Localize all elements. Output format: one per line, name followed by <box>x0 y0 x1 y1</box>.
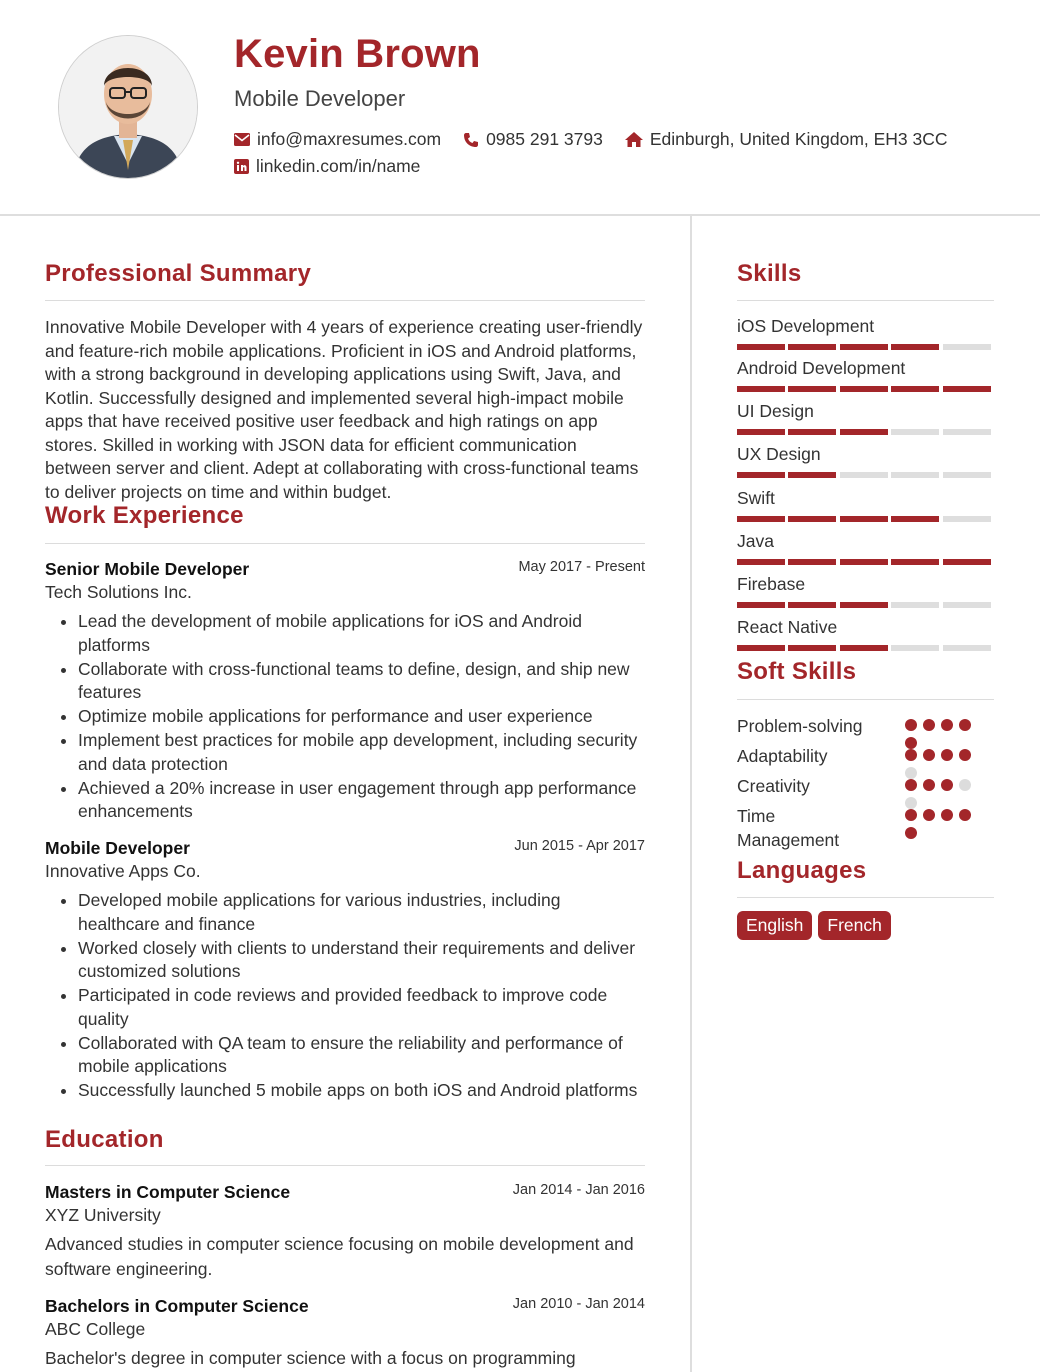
job-bullets <box>45 610 645 824</box>
job-date: Jun 2015 - Apr 2017 <box>514 838 645 854</box>
skill-level-segment <box>737 516 785 522</box>
skill-level-segment <box>891 344 939 350</box>
job-bullet: • Lead the development of mobile applications for iOS and Android platforms <box>78 610 645 657</box>
skill-level-segment <box>788 559 836 565</box>
education-heading: Education <box>45 1126 164 1153</box>
skill-name: Firebase <box>737 574 806 594</box>
language-tag: French <box>818 911 890 940</box>
skill-name: Swift <box>737 488 775 508</box>
job-bullet: • Implement best practices for mobile app development, including security and data protection <box>78 729 645 776</box>
skill-name: Java <box>737 531 774 551</box>
skill-level-segment <box>737 429 785 435</box>
skill-name: UX Design <box>737 444 821 464</box>
skill-level-segment <box>840 344 888 350</box>
languages-rule <box>737 897 994 898</box>
school-name: XYZ University <box>45 1205 161 1225</box>
skill-item <box>737 401 994 435</box>
skill-level-segment <box>943 602 991 608</box>
soft-skills-rule <box>737 699 994 700</box>
soft-skill-name: Time Management <box>737 806 840 850</box>
soft-skill-rating <box>905 809 977 845</box>
job-title: Mobile Developer <box>45 838 190 858</box>
skill-item <box>737 574 994 608</box>
skill-item <box>737 488 994 522</box>
skill-level-bar <box>737 344 994 350</box>
summary-heading: Professional Summary <box>45 260 312 287</box>
rating-dot <box>959 719 971 731</box>
rating-dot <box>905 767 917 779</box>
skill-level-bar <box>737 645 994 651</box>
job-bullet: • Collaborate with cross-functional teams to define, design, and ship new features <box>78 658 645 705</box>
rating-dot <box>959 809 971 821</box>
rating-dot <box>941 749 953 761</box>
education-rule <box>45 1165 645 1166</box>
skill-item <box>737 617 994 651</box>
skill-level-segment <box>943 559 991 565</box>
rating-dot <box>905 779 917 791</box>
skill-item <box>737 358 994 392</box>
skill-level-segment <box>891 429 939 435</box>
phone-icon <box>463 132 479 148</box>
skill-level-bar <box>737 602 994 608</box>
skill-level-segment <box>891 386 939 392</box>
skill-level-segment <box>943 516 991 522</box>
rating-dot <box>905 827 917 839</box>
linkedin-contact[interactable] <box>234 156 420 177</box>
skills-rule <box>737 300 994 301</box>
rating-dot <box>905 737 917 749</box>
education-date: Jan 2010 - Jan 2014 <box>512 1296 645 1312</box>
phone-contact[interactable] <box>463 129 603 150</box>
skill-level-segment <box>891 559 939 565</box>
summary-rule <box>45 300 645 301</box>
skill-level-segment <box>943 645 991 651</box>
skill-level-segment <box>840 645 888 651</box>
job-bullet: • Participated in code reviews and provided feedback to improve code quality <box>78 984 645 1031</box>
skill-level-segment <box>840 516 888 522</box>
rating-dot <box>941 779 953 791</box>
skill-level-bar <box>737 429 994 435</box>
skill-level-bar <box>737 516 994 522</box>
skill-name: React Native <box>737 617 838 637</box>
languages-list <box>737 911 897 940</box>
skill-level-segment <box>943 344 991 350</box>
location-text: Edinburgh, United Kingdom, EH3 3CC <box>649 129 948 149</box>
skill-name: UI Design <box>737 401 814 421</box>
skill-level-segment <box>788 386 836 392</box>
job-bullet: • Worked closely with clients to understand their requirements and deliver customized solutions <box>78 937 645 984</box>
skill-level-segment <box>840 602 888 608</box>
rating-dot <box>905 749 917 761</box>
school-name: ABC College <box>45 1319 146 1339</box>
job-company: Tech Solutions Inc. <box>45 582 192 602</box>
job-bullet: • Successfully launched 5 mobile apps on both iOS and Android platforms <box>78 1079 645 1103</box>
rating-dot <box>923 749 935 761</box>
phone-text: 0985 291 3793 <box>486 129 603 149</box>
job-entry <box>45 559 645 824</box>
rating-dot <box>923 809 935 821</box>
soft-skill-name: Problem-solving <box>737 716 863 736</box>
experience-rule <box>45 543 645 544</box>
email-text: info@maxresumes.com <box>257 129 442 149</box>
skill-level-segment <box>737 344 785 350</box>
skill-level-segment <box>840 429 888 435</box>
languages-heading: Languages <box>737 857 867 884</box>
summary-text: Innovative Mobile Developer with 4 years of experience creating user-friendly and feature-rich mobile applications. Proficient in iOS and Android platforms, with a strong background in developing applications using Swift, Java, and Kotlin. Successfully designed and implemented several high-impact mobile apps that have received positive user feedback and high ratings on app stores. Skilled in working with JSON data for efficient communication between server and client. Adept at collaborating with cross-functional teams to deliver projects on time and within budget. <box>45 317 643 502</box>
skill-level-segment <box>840 559 888 565</box>
job-bullets <box>45 889 645 1103</box>
skill-level-segment <box>737 559 785 565</box>
rating-dot <box>959 749 971 761</box>
job-bullet: • Collaborated with QA team to ensure the reliability and performance of mobile applications <box>78 1032 645 1079</box>
degree-title: Masters in Computer Science <box>45 1182 291 1202</box>
skill-level-segment <box>788 472 836 478</box>
skill-name: iOS Development <box>737 316 875 336</box>
education-date: Jan 2014 - Jan 2016 <box>512 1182 645 1198</box>
skill-level-segment <box>943 429 991 435</box>
education-description: Bachelor's degree in computer science with a focus on programming <box>45 1348 576 1368</box>
resume-header <box>0 0 1040 216</box>
skill-level-segment <box>943 386 991 392</box>
skills-heading: Skills <box>737 260 802 287</box>
degree-title: Bachelors in Computer Science <box>45 1296 309 1316</box>
skill-level-segment <box>788 344 836 350</box>
email-contact[interactable] <box>234 129 441 150</box>
skill-level-segment <box>891 602 939 608</box>
skill-level-segment <box>788 602 836 608</box>
envelope-icon <box>234 133 250 146</box>
rating-dot <box>959 779 971 791</box>
candidate-role: Mobile Developer <box>234 86 406 111</box>
skill-level-segment <box>737 386 785 392</box>
skill-level-segment <box>891 472 939 478</box>
skill-level-segment <box>788 645 836 651</box>
education-entry <box>45 1182 645 1282</box>
rating-dot <box>941 719 953 731</box>
skill-level-bar <box>737 472 994 478</box>
skill-level-segment <box>891 516 939 522</box>
skill-name: Android Development <box>737 358 906 378</box>
soft-skills-heading: Soft Skills <box>737 658 857 685</box>
job-title: Senior Mobile Developer <box>45 559 250 579</box>
rating-dot <box>905 719 917 731</box>
skill-level-segment <box>840 472 888 478</box>
job-entry <box>45 838 645 1103</box>
job-company: Innovative Apps Co. <box>45 861 201 881</box>
soft-skill-name: Adaptability <box>737 746 828 766</box>
job-bullet: • Achieved a 20% increase in user engagement through app performance enhancements <box>78 777 645 824</box>
experience-heading: Work Experience <box>45 502 244 529</box>
rating-dot <box>905 809 917 821</box>
job-date: May 2017 - Present <box>518 559 645 575</box>
skill-level-segment <box>737 602 785 608</box>
education-entry <box>45 1296 645 1371</box>
skill-item <box>737 316 994 350</box>
skill-level-bar <box>737 559 994 565</box>
location-contact <box>625 129 948 150</box>
rating-dot <box>923 719 935 731</box>
skill-level-segment <box>788 516 836 522</box>
rating-dot <box>923 779 935 791</box>
home-icon <box>625 132 643 147</box>
skill-level-segment <box>840 386 888 392</box>
skill-item <box>737 444 994 478</box>
rating-dot <box>905 797 917 809</box>
job-bullet: • Developed mobile applications for various industries, including healthcare and finance <box>78 889 645 936</box>
skill-level-segment <box>737 645 785 651</box>
rating-dot <box>941 809 953 821</box>
skill-level-segment <box>891 645 939 651</box>
skill-level-segment <box>788 429 836 435</box>
job-bullet: • Optimize mobile applications for performance and user experience <box>78 705 645 729</box>
linkedin-text: linkedin.com/in/name <box>256 156 421 176</box>
skill-level-segment <box>737 472 785 478</box>
language-tag: English <box>737 911 812 940</box>
soft-skill-name: Creativity <box>737 776 810 796</box>
column-divider <box>690 216 692 1372</box>
skill-item <box>737 531 994 565</box>
profile-photo <box>58 35 198 179</box>
skill-level-bar <box>737 386 994 392</box>
linkedin-icon <box>234 159 249 174</box>
education-description: Advanced studies in computer science focusing on mobile development and software engineering. <box>45 1234 634 1279</box>
candidate-name: Kevin Brown <box>234 32 481 76</box>
skill-level-segment <box>943 472 991 478</box>
